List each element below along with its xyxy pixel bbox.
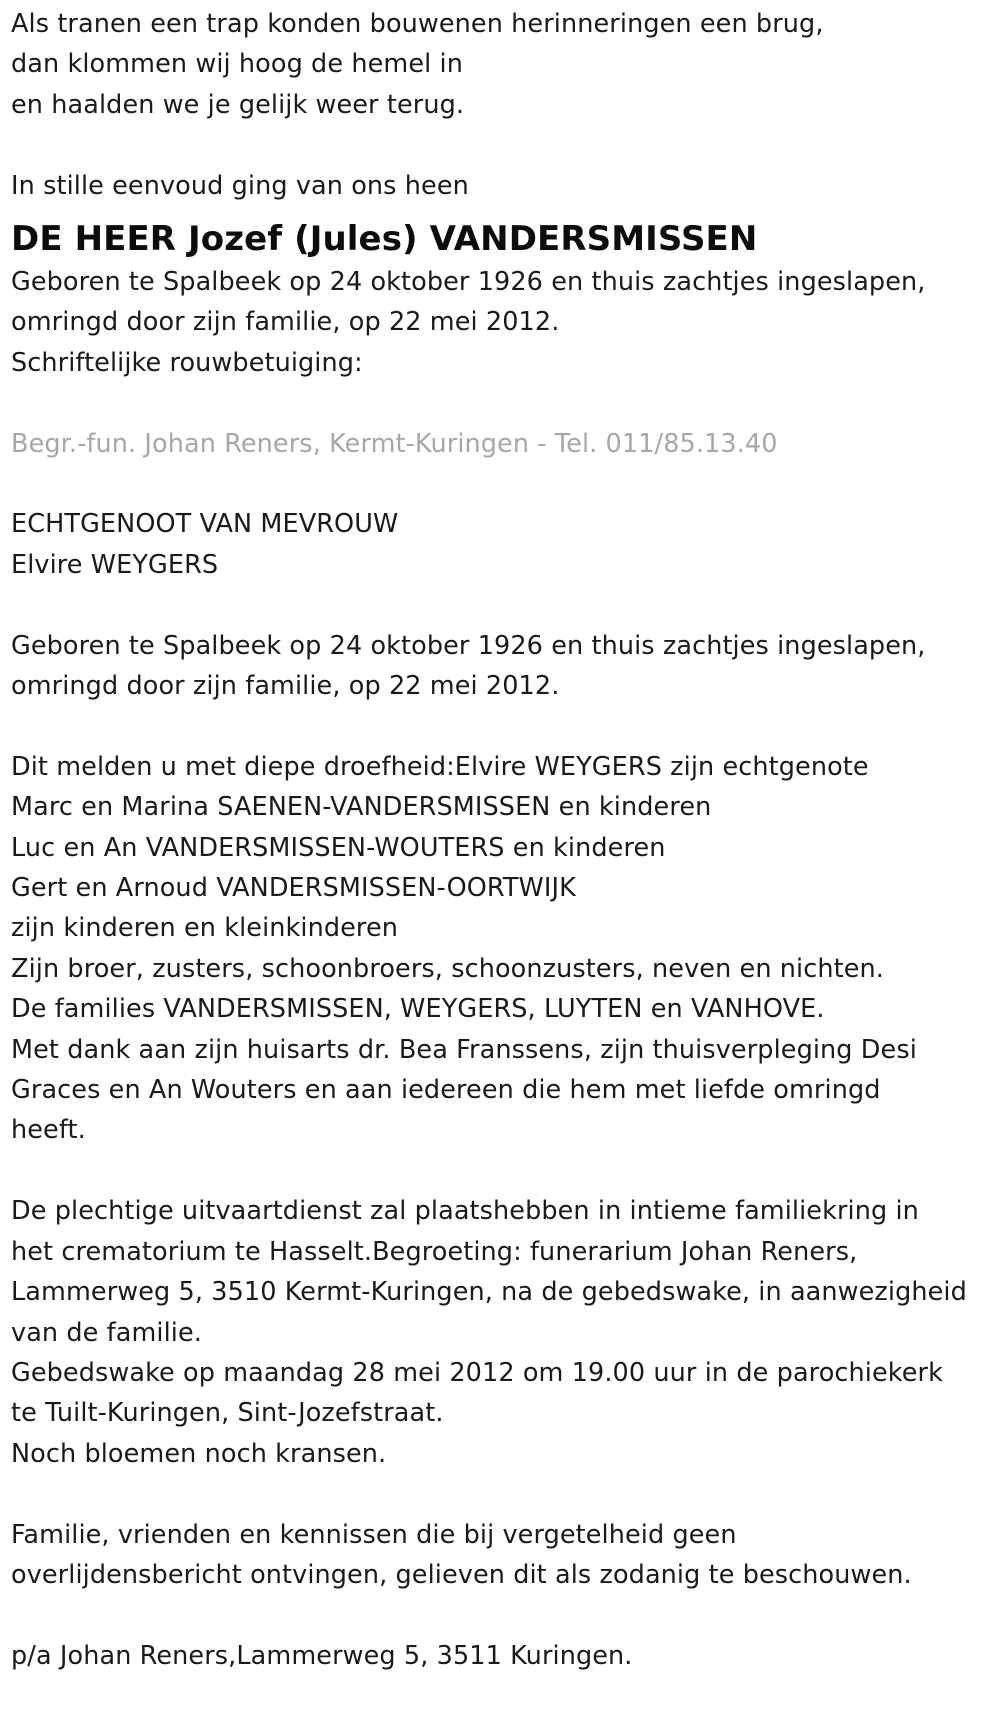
address: p/a Johan Reners,Lammerweg 5, 3511 Kuringen.: [11, 1640, 633, 1671]
service-info-line: het crematorium te Hasselt.Begroeting: funerarium Johan Reners,: [11, 1236, 858, 1267]
announcement-line: Gert en Arnoud VANDERSMISSEN-OORTWIJK: [11, 873, 576, 904]
poem: [11, 4, 1000, 125]
spouse-line: ECHTGENOOT VAN MEVROUW: [11, 509, 399, 540]
service-info-line: Noch bloemen noch kransen.: [11, 1438, 387, 1469]
announcement-line: Luc en An VANDERSMISSEN-WOUTERS en kinderen: [11, 832, 666, 863]
poem-line: en haalden we je gelijk weer terug.: [11, 89, 465, 120]
spacer: [11, 1151, 1000, 1191]
service-info-line: Lammerweg 5, 3510 Kermt-Kuringen, na de gebedswake, in aanwezigheid: [11, 1277, 967, 1308]
intro-text: In stille eenvoud ging van ons heen: [11, 170, 469, 201]
announcement-line: De families VANDERSMISSEN, WEYGERS, LUYTEN en VANHOVE.: [11, 994, 825, 1025]
birth-info-line: Geboren te Spalbeek op 24 oktober 1926 en thuis zachtjes ingeslapen,: [11, 630, 926, 661]
announcement-line: Marc en Marina SAENEN-VANDERSMISSEN en kinderen: [11, 792, 712, 823]
notice-line: Familie, vrienden en kennissen die bij vergetelheid geen: [11, 1519, 737, 1550]
spacer: [11, 1474, 1000, 1514]
announcement-line: zijn kinderen en kleinkinderen: [11, 913, 398, 944]
birth-info-line: omringd door zijn familie, op 22 mei 2012.: [11, 307, 560, 338]
birth-info-line: Geboren te Spalbeek op 24 oktober 1926 en thuis zachtjes ingeslapen,: [11, 267, 926, 298]
announcement-line: Met dank aan zijn huisarts dr. Bea Franssens, zijn thuisverpleging Desi: [11, 1034, 917, 1065]
service-info-line: te Tuilt-Kuringen, Sint-Jozefstraat.: [11, 1398, 444, 1429]
birth-info-2: [11, 626, 1000, 707]
birth-info-1: [11, 262, 1000, 343]
spouse-block: [11, 504, 1000, 585]
notice-block: [11, 1515, 1000, 1596]
service-info-line: De plechtige uitvaartdienst zal plaatshebben in intieme familiekring in: [11, 1196, 919, 1227]
spacer: [11, 383, 1000, 423]
spacer: [11, 706, 1000, 746]
birth-info-line: omringd door zijn familie, op 22 mei 2012.: [11, 671, 560, 702]
spacer: [11, 585, 1000, 625]
announcement-line: heeft.: [11, 1115, 86, 1146]
poem-line: Als tranen een trap konden bouwenen herinneringen een brug,: [11, 9, 824, 39]
announcement-line: Graces en An Wouters en aan iedereen die hem met liefde omringd: [11, 1075, 881, 1106]
poem-line: dan klommen wij hoog de hemel in: [11, 49, 463, 80]
spacer: [11, 125, 1000, 165]
service-info-block: [11, 1191, 1000, 1474]
service-info-line: Gebedswake op maandag 28 mei 2012 om 19.00 uur in de parochiekerk: [11, 1357, 943, 1388]
announcement-line: Zijn broer, zusters, schoonbroers, schoonzusters, neven en nichten.: [11, 953, 884, 984]
service-info-line: van de familie.: [11, 1317, 202, 1348]
condolence-label: Schriftelijke rouwbetuiging:: [11, 347, 363, 378]
spacer: [11, 464, 1000, 504]
deceased-name: DE HEER Jozef (Jules) VANDERSMISSEN: [11, 219, 758, 260]
announcement-line: Dit melden u met diepe droefheid:Elvire WEYGERS zijn echtgenote: [11, 751, 869, 782]
funeral-home-contact: Begr.-fun. Johan Reners, Kermt-Kuringen - Tel. 011/85.13.40: [11, 428, 778, 459]
spouse-line: Elvire WEYGERS: [11, 549, 219, 580]
announcement-block: [11, 747, 1000, 1151]
notice-line: overlijdensbericht ontvingen, gelieven dit als zodanig te beschouwen.: [11, 1559, 912, 1590]
spacer: [11, 1595, 1000, 1635]
